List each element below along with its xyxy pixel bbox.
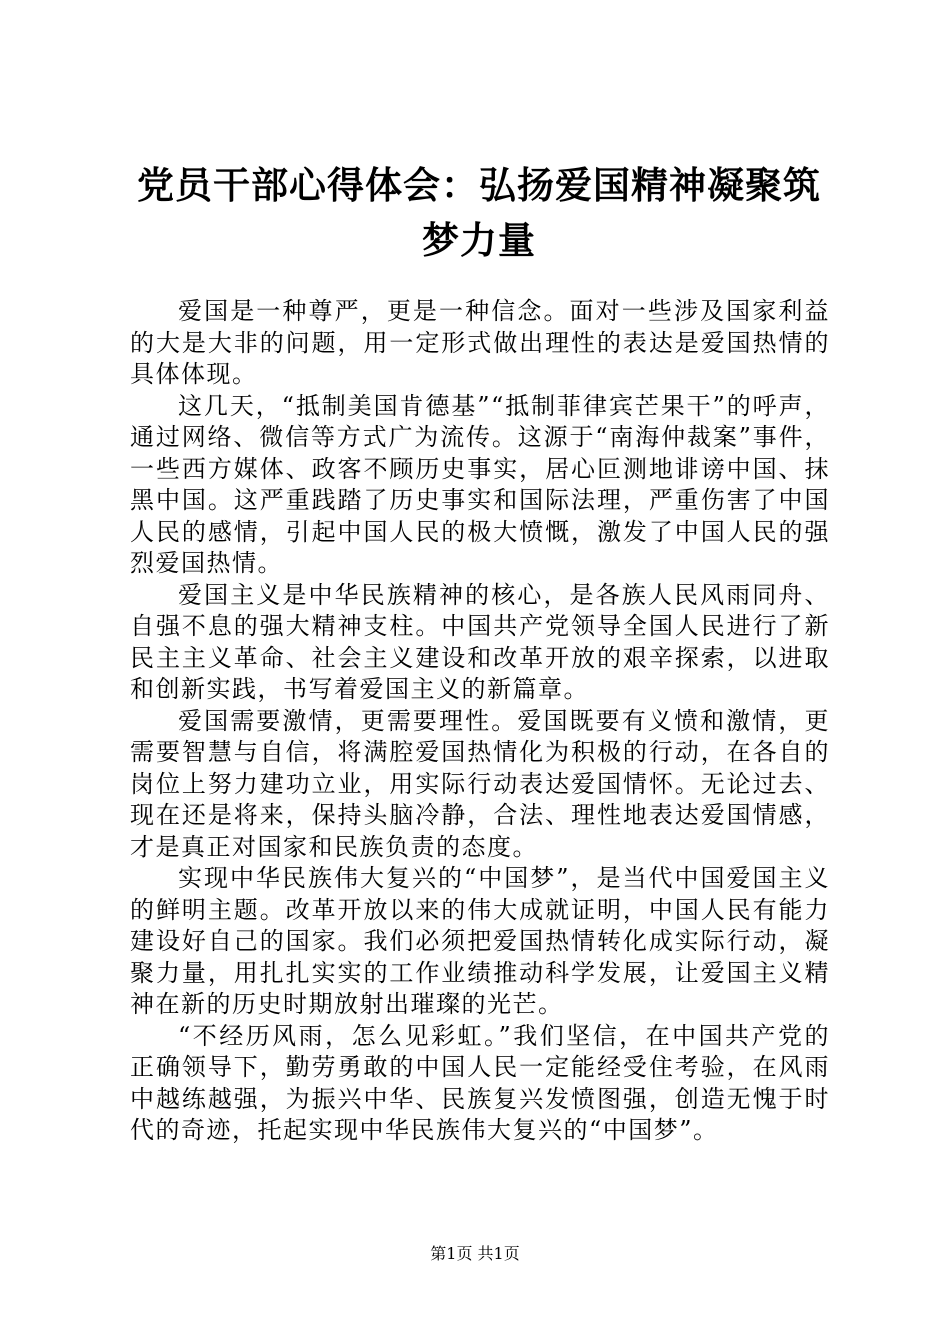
paragraph-2: 这几天，“抵制美国肯德基”“抵制菲律宾芒果干”的呼声，通过网络、微信等方式广为流传。这源于“南海仲裁案”事件，一些西方媒体、政客不顾历史事实，居心叵测地诽谤中国、抹黑中国。这严重践踏了历史事实和国际法理，严重伤害了中国人民的感情，引起中国人民的极大愤慨，激发了中国人民的强烈爱国热情。 [130,391,830,577]
paragraph-4: 爱国需要激情，更需要理性。爱国既要有义愤和激情，更需要智慧与自信，将满腔爱国热情化为积极的行动，在各自的岗位上努力建功立业，用实际行动表达爱国情怀。无论过去、现在还是将来，保持头脑冷静，合法、理性地表达爱国情感，才是真正对国家和民族负责的态度。 [130,706,830,861]
paragraph-1: 爱国是一种尊严，更是一种信念。面对一些涉及国家利益的大是大非的问题，用一定形式做出理性的表达是爱国热情的具体体现。 [130,297,830,388]
paragraph-3: 爱国主义是中华民族精神的核心，是各族人民风雨同舟、自强不息的强大精神支柱。中国共产党领导全国人民进行了新民主主义革命、社会主义建设和改革开放的艰辛探索，以进取和创新实践，书写着爱国主义的新篇章。 [130,580,830,703]
document-body [130,296,830,1147]
page-number-footer: 第1页 共1页 [430,1244,520,1263]
document-title: 党员干部心得体会：弘扬爱国精神凝聚筑梦力量 [137,163,821,262]
paragraph-6: “不经历风雨，怎么见彩虹。”我们坚信，在中国共产党的正确领导下，勤劳勇敢的中国人民一定能经受住考验，在风雨中越练越强，为振兴中华、民族复兴发愤图强，创造无愧于时代的奇迹，托起实现中华民族伟大复兴的“中国梦”。 [130,1021,830,1144]
paragraph-5: 实现中华民族伟大复兴的“中国梦”，是当代中国爱国主义的鲜明主题。改革开放以来的伟大成就证明，中国人民有能力建设好自己的国家。我们必须把爱国热情转化成实际行动，凝聚力量，用扎扎实实的工作业绩推动科学发展，让爱国主义精神在新的历史时期放射出璀璨的光芒。 [130,864,830,1018]
